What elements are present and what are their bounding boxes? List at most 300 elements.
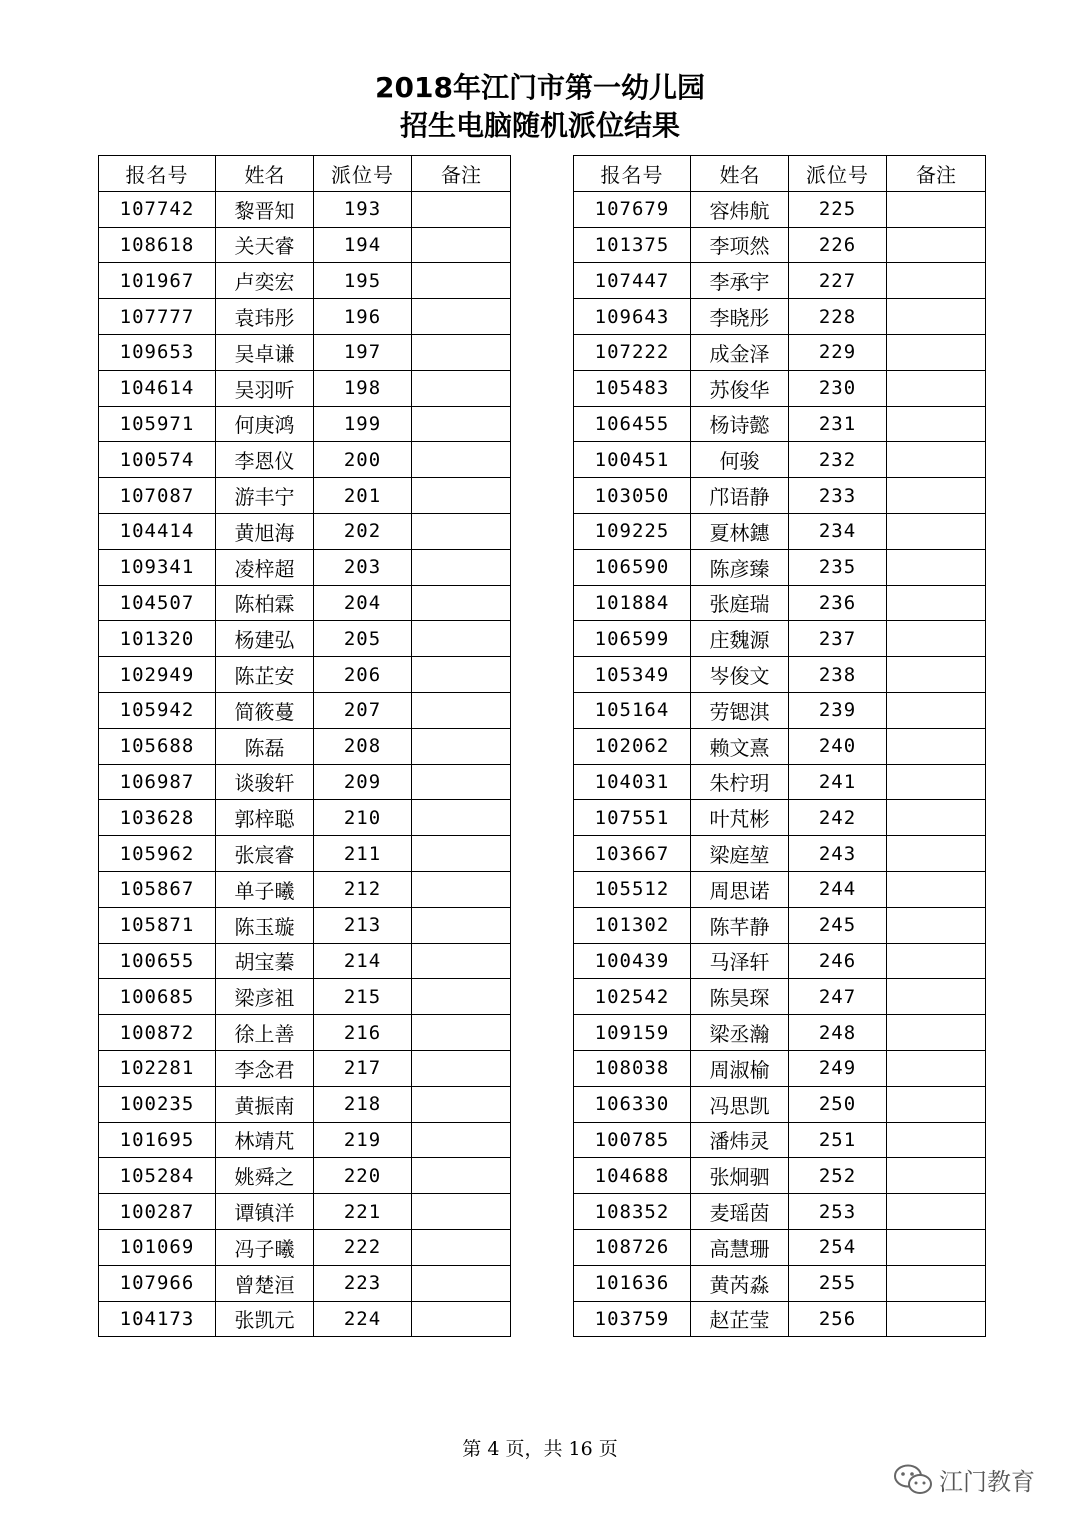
cell-assign-no: 241 (789, 764, 887, 800)
cell-name: 黄芮淼 (691, 1265, 789, 1301)
cell-name: 胡宝蓁 (216, 943, 314, 979)
cell-assign-no: 233 (789, 478, 887, 514)
table-row (574, 442, 986, 478)
table-row (99, 1158, 511, 1194)
cell-name: 马泽轩 (691, 943, 789, 979)
table-row (574, 1265, 986, 1301)
cell-name: 李念君 (216, 1050, 314, 1086)
cell-assign-no: 242 (789, 800, 887, 836)
cell-name: 李项然 (691, 227, 789, 263)
cell-registration-id: 103628 (99, 800, 216, 836)
table-row (574, 979, 986, 1015)
cell-name: 梁彦祖 (216, 979, 314, 1015)
cell-assign-no: 238 (789, 657, 887, 693)
cell-registration-id: 109159 (574, 1015, 691, 1051)
cell-name: 郭梓聪 (216, 800, 314, 836)
cell-note (887, 943, 986, 979)
table-row (574, 621, 986, 657)
cell-note (412, 764, 511, 800)
table-row (574, 1194, 986, 1230)
table-row (574, 585, 986, 621)
cell-note (412, 871, 511, 907)
cell-note (887, 1229, 986, 1265)
cell-name: 叶芃彬 (691, 800, 789, 836)
cell-assign-no: 222 (314, 1229, 412, 1265)
cell-note (412, 800, 511, 836)
cell-name: 陈芷安 (216, 657, 314, 693)
cell-name: 李恩仪 (216, 442, 314, 478)
cell-assign-no: 236 (789, 585, 887, 621)
cell-registration-id: 101636 (574, 1265, 691, 1301)
col-header-id: 报名号 (99, 156, 216, 192)
table-row (99, 692, 511, 728)
cell-name: 林靖芃 (216, 1122, 314, 1158)
watermark (893, 1462, 1035, 1497)
cell-name: 冯子曦 (216, 1229, 314, 1265)
table-row (574, 728, 986, 764)
cell-name: 关天睿 (216, 227, 314, 263)
cell-registration-id: 104507 (99, 585, 216, 621)
cell-note (412, 1050, 511, 1086)
cell-note (412, 191, 511, 227)
cell-note (412, 836, 511, 872)
cell-note (412, 513, 511, 549)
cell-registration-id: 105483 (574, 370, 691, 406)
cell-note (887, 442, 986, 478)
cell-note (887, 549, 986, 585)
cell-registration-id: 107777 (99, 299, 216, 335)
table-row (99, 800, 511, 836)
cell-assign-no: 194 (314, 227, 412, 263)
cell-registration-id: 100574 (99, 442, 216, 478)
cell-registration-id: 107742 (99, 191, 216, 227)
cell-registration-id: 108618 (99, 227, 216, 263)
table-row (99, 871, 511, 907)
cell-assign-no: 210 (314, 800, 412, 836)
cell-assign-no: 235 (789, 549, 887, 585)
table-row (574, 871, 986, 907)
cell-name: 吴羽听 (216, 370, 314, 406)
cell-assign-no: 207 (314, 692, 412, 728)
cell-assign-no: 214 (314, 943, 412, 979)
cell-name: 苏俊华 (691, 370, 789, 406)
col-header-id: 报名号 (574, 156, 691, 192)
col-header-name: 姓名 (691, 156, 789, 192)
table-row (574, 800, 986, 836)
table-row (574, 1050, 986, 1086)
cell-note (412, 907, 511, 943)
cell-name: 陈彦臻 (691, 549, 789, 585)
table-row (99, 1122, 511, 1158)
col-header-name: 姓名 (216, 156, 314, 192)
page-number: 第 4 页，共 16 页 (462, 1438, 618, 1460)
cell-registration-id: 107551 (574, 800, 691, 836)
table-row (99, 478, 511, 514)
cell-name: 夏林鏸 (691, 513, 789, 549)
cell-registration-id: 100655 (99, 943, 216, 979)
cell-name: 谭镇洋 (216, 1194, 314, 1230)
watermark-text: 江门教育 (939, 1468, 1035, 1496)
cell-name: 张宸睿 (216, 836, 314, 872)
table-row (99, 1194, 511, 1230)
table-row (99, 836, 511, 872)
cell-registration-id: 101695 (99, 1122, 216, 1158)
cell-registration-id: 103759 (574, 1301, 691, 1337)
cell-registration-id: 106590 (574, 549, 691, 585)
cell-note (887, 1265, 986, 1301)
table-row (574, 907, 986, 943)
cell-assign-no: 254 (789, 1229, 887, 1265)
table-row (99, 585, 511, 621)
cell-note (412, 1194, 511, 1230)
cell-assign-no: 239 (789, 692, 887, 728)
cell-note (887, 299, 986, 335)
cell-note (887, 1301, 986, 1337)
table-row (99, 513, 511, 549)
cell-registration-id: 107222 (574, 334, 691, 370)
cell-note (412, 621, 511, 657)
table-row (574, 370, 986, 406)
cell-note (412, 1158, 511, 1194)
cell-assign-no: 204 (314, 585, 412, 621)
table-row (99, 549, 511, 585)
cell-note (412, 370, 511, 406)
cell-registration-id: 102949 (99, 657, 216, 693)
cell-assign-no: 247 (789, 979, 887, 1015)
cell-name: 黄旭海 (216, 513, 314, 549)
cell-note (887, 907, 986, 943)
cell-name: 潘炜灵 (691, 1122, 789, 1158)
table-row (574, 764, 986, 800)
cell-name: 赵芷莹 (691, 1301, 789, 1337)
cell-assign-no: 215 (314, 979, 412, 1015)
table-row (99, 657, 511, 693)
cell-assign-no: 203 (314, 549, 412, 585)
table-row (574, 299, 986, 335)
cell-registration-id: 105871 (99, 907, 216, 943)
table-row (574, 657, 986, 693)
cell-registration-id: 100451 (574, 442, 691, 478)
wechat-icon (893, 1463, 933, 1497)
cell-registration-id: 104414 (99, 513, 216, 549)
cell-registration-id: 105284 (99, 1158, 216, 1194)
cell-note (887, 1015, 986, 1051)
cell-name: 周淑榆 (691, 1050, 789, 1086)
cell-registration-id: 100439 (574, 943, 691, 979)
cell-name: 陈昊琛 (691, 979, 789, 1015)
cell-assign-no: 208 (314, 728, 412, 764)
cell-registration-id: 107447 (574, 263, 691, 299)
cell-note (412, 549, 511, 585)
cell-registration-id: 105164 (574, 692, 691, 728)
cell-note (887, 1194, 986, 1230)
left-results-table (98, 155, 511, 1337)
cell-registration-id: 108038 (574, 1050, 691, 1086)
table-row (99, 406, 511, 442)
cell-registration-id: 108726 (574, 1229, 691, 1265)
cell-registration-id: 106987 (99, 764, 216, 800)
cell-registration-id: 105971 (99, 406, 216, 442)
cell-note (412, 1229, 511, 1265)
cell-registration-id: 109643 (574, 299, 691, 335)
cell-name: 何庚鸿 (216, 406, 314, 442)
table-row (99, 1086, 511, 1122)
table-row (574, 549, 986, 585)
cell-assign-no: 198 (314, 370, 412, 406)
cell-note (887, 263, 986, 299)
table-row (99, 334, 511, 370)
table-row (574, 263, 986, 299)
cell-assign-no: 195 (314, 263, 412, 299)
cell-name: 简筱蔓 (216, 692, 314, 728)
cell-registration-id: 103667 (574, 836, 691, 872)
cell-registration-id: 105942 (99, 692, 216, 728)
cell-assign-no: 212 (314, 871, 412, 907)
table-row (574, 191, 986, 227)
table-row (99, 979, 511, 1015)
cell-registration-id: 101884 (574, 585, 691, 621)
page-subtitle: 招生电脑随机派位结果 (399, 109, 680, 142)
cell-note (887, 764, 986, 800)
cell-note (412, 1122, 511, 1158)
cell-note (887, 728, 986, 764)
cell-registration-id: 106599 (574, 621, 691, 657)
cell-note (887, 1158, 986, 1194)
table-row (574, 1122, 986, 1158)
cell-assign-no: 250 (789, 1086, 887, 1122)
cell-note (412, 1015, 511, 1051)
cell-assign-no: 201 (314, 478, 412, 514)
cell-assign-no: 205 (314, 621, 412, 657)
cell-name: 姚舜之 (216, 1158, 314, 1194)
cell-name: 周思诺 (691, 871, 789, 907)
cell-note (887, 692, 986, 728)
cell-assign-no: 227 (789, 263, 887, 299)
cell-note (412, 227, 511, 263)
col-header-note: 备注 (887, 156, 986, 192)
table-row (99, 1050, 511, 1086)
cell-assign-no: 232 (789, 442, 887, 478)
table-row (574, 478, 986, 514)
table-row (99, 1015, 511, 1051)
cell-registration-id: 104688 (574, 1158, 691, 1194)
cell-note (887, 621, 986, 657)
cell-name: 麦瑶茵 (691, 1194, 789, 1230)
cell-registration-id: 105962 (99, 836, 216, 872)
cell-name: 陈磊 (216, 728, 314, 764)
cell-name: 张炯驷 (691, 1158, 789, 1194)
cell-assign-no: 246 (789, 943, 887, 979)
cell-name: 吴卓谦 (216, 334, 314, 370)
cell-assign-no: 223 (314, 1265, 412, 1301)
table-row (574, 1301, 986, 1337)
cell-registration-id: 107679 (574, 191, 691, 227)
cell-registration-id: 101320 (99, 621, 216, 657)
page-title: 2018年江门市第一幼儿园 (375, 71, 705, 104)
cell-registration-id: 101302 (574, 907, 691, 943)
cell-name: 袁玮彤 (216, 299, 314, 335)
cell-note (412, 585, 511, 621)
cell-name: 赖文熹 (691, 728, 789, 764)
cell-name: 黎晋知 (216, 191, 314, 227)
cell-registration-id: 102542 (574, 979, 691, 1015)
cell-name: 单子曦 (216, 871, 314, 907)
cell-note (412, 979, 511, 1015)
cell-assign-no: 245 (789, 907, 887, 943)
table-row (574, 513, 986, 549)
cell-note (887, 979, 986, 1015)
cell-note (887, 513, 986, 549)
table-row (99, 370, 511, 406)
cell-note (412, 334, 511, 370)
cell-assign-no: 237 (789, 621, 887, 657)
cell-note (412, 1265, 511, 1301)
cell-note (412, 263, 511, 299)
cell-registration-id: 100785 (574, 1122, 691, 1158)
cell-assign-no: 196 (314, 299, 412, 335)
table-row (99, 728, 511, 764)
cell-note (887, 1050, 986, 1086)
table-row (99, 299, 511, 335)
cell-note (412, 943, 511, 979)
table-header-row (574, 156, 986, 192)
table-row (99, 442, 511, 478)
cell-name: 陈玉璇 (216, 907, 314, 943)
cell-assign-no: 249 (789, 1050, 887, 1086)
cell-registration-id: 109653 (99, 334, 216, 370)
cell-assign-no: 231 (789, 406, 887, 442)
cell-assign-no: 213 (314, 907, 412, 943)
cell-registration-id: 100872 (99, 1015, 216, 1051)
cell-assign-no: 255 (789, 1265, 887, 1301)
table-row (574, 1158, 986, 1194)
cell-assign-no: 225 (789, 191, 887, 227)
table-row (99, 907, 511, 943)
cell-note (412, 728, 511, 764)
table-row (99, 621, 511, 657)
col-header-assign-no: 派位号 (314, 156, 412, 192)
cell-registration-id: 109341 (99, 549, 216, 585)
table-row (99, 1301, 511, 1337)
cell-name: 谈骏轩 (216, 764, 314, 800)
cell-registration-id: 107966 (99, 1265, 216, 1301)
cell-assign-no: 211 (314, 836, 412, 872)
cell-name: 容炜航 (691, 191, 789, 227)
right-results-table (573, 155, 986, 1337)
table-row (574, 227, 986, 263)
table-row (574, 692, 986, 728)
cell-note (887, 836, 986, 872)
cell-note (412, 406, 511, 442)
cell-name: 徐上善 (216, 1015, 314, 1051)
cell-assign-no: 206 (314, 657, 412, 693)
cell-name: 成金泽 (691, 334, 789, 370)
cell-name: 梁庭堃 (691, 836, 789, 872)
cell-registration-id: 105688 (99, 728, 216, 764)
cell-assign-no: 251 (789, 1122, 887, 1158)
cell-note (412, 442, 511, 478)
cell-assign-no: 199 (314, 406, 412, 442)
cell-name: 凌梓超 (216, 549, 314, 585)
cell-note (887, 227, 986, 263)
table-row (574, 943, 986, 979)
cell-assign-no: 209 (314, 764, 412, 800)
cell-note (887, 657, 986, 693)
cell-assign-no: 200 (314, 442, 412, 478)
cell-note (887, 406, 986, 442)
cell-registration-id: 103050 (574, 478, 691, 514)
cell-note (887, 478, 986, 514)
cell-assign-no: 202 (314, 513, 412, 549)
table-row (574, 1229, 986, 1265)
cell-assign-no: 197 (314, 334, 412, 370)
table-header-row (99, 156, 511, 192)
cell-registration-id: 102281 (99, 1050, 216, 1086)
cell-name: 何骏 (691, 442, 789, 478)
table-row (99, 943, 511, 979)
cell-name: 邝语静 (691, 478, 789, 514)
cell-assign-no: 229 (789, 334, 887, 370)
cell-assign-no: 219 (314, 1122, 412, 1158)
cell-assign-no: 240 (789, 728, 887, 764)
cell-registration-id: 100287 (99, 1194, 216, 1230)
table-row (99, 764, 511, 800)
table-row (99, 1229, 511, 1265)
cell-registration-id: 101069 (99, 1229, 216, 1265)
cell-note (887, 191, 986, 227)
cell-registration-id: 108352 (574, 1194, 691, 1230)
cell-assign-no: 221 (314, 1194, 412, 1230)
cell-name: 庄魏源 (691, 621, 789, 657)
cell-name: 曾楚洹 (216, 1265, 314, 1301)
cell-registration-id: 101375 (574, 227, 691, 263)
cell-note (412, 657, 511, 693)
table-row (574, 1086, 986, 1122)
cell-registration-id: 104031 (574, 764, 691, 800)
table-row (99, 227, 511, 263)
cell-assign-no: 244 (789, 871, 887, 907)
cell-registration-id: 100685 (99, 979, 216, 1015)
cell-note (887, 1086, 986, 1122)
cell-note (412, 692, 511, 728)
cell-assign-no: 218 (314, 1086, 412, 1122)
col-header-note: 备注 (412, 156, 511, 192)
cell-registration-id: 107087 (99, 478, 216, 514)
cell-name: 岑俊文 (691, 657, 789, 693)
cell-registration-id: 100235 (99, 1086, 216, 1122)
cell-assign-no: 252 (789, 1158, 887, 1194)
cell-assign-no: 216 (314, 1015, 412, 1051)
cell-note (412, 1301, 511, 1337)
cell-assign-no: 217 (314, 1050, 412, 1086)
cell-assign-no: 228 (789, 299, 887, 335)
cell-note (887, 871, 986, 907)
cell-registration-id: 105349 (574, 657, 691, 693)
cell-assign-no: 243 (789, 836, 887, 872)
cell-assign-no: 220 (314, 1158, 412, 1194)
cell-note (412, 1086, 511, 1122)
cell-note (887, 334, 986, 370)
cell-name: 杨诗懿 (691, 406, 789, 442)
cell-note (887, 1122, 986, 1158)
cell-name: 高慧珊 (691, 1229, 789, 1265)
table-row (574, 836, 986, 872)
col-header-assign-no: 派位号 (789, 156, 887, 192)
cell-assign-no: 256 (789, 1301, 887, 1337)
cell-registration-id: 104614 (99, 370, 216, 406)
cell-assign-no: 253 (789, 1194, 887, 1230)
table-row (99, 263, 511, 299)
